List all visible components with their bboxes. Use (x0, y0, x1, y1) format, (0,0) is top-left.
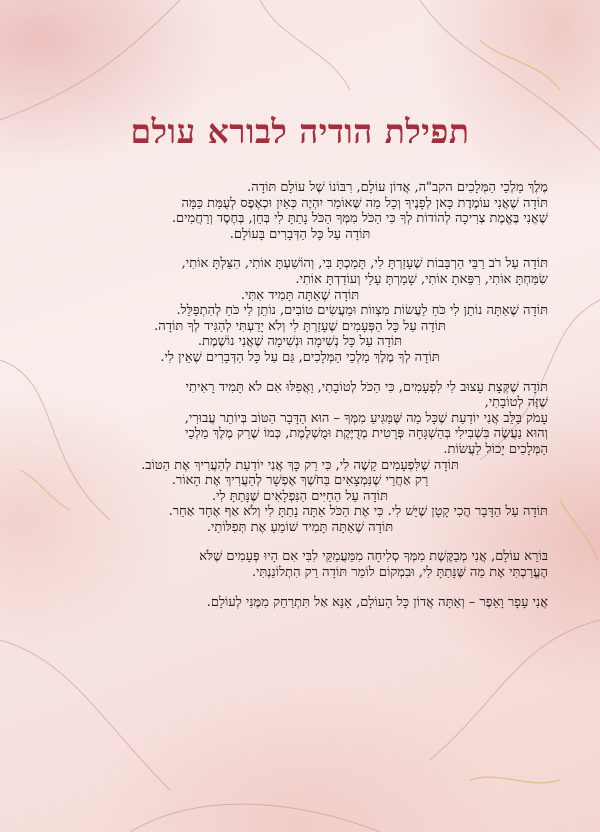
prayer-line: תּוֹדָה שֶׁאַתָּה נוֹתֵן לִי כֹּחַ לַעֲשׂוֹת מִצְווֹת וּמַעֲשִׂים טוֹבִים, נוֹתֵן לִי כֹּחַ לְהִתְפַּלֵּל. (176, 303, 548, 319)
prayer-line: שֶׁאֲנִי בֶּאֱמֶת צְרִיכָה לְהוֹדוֹת לְךָ כִּי הַכֹּל מִמְּךָ הַכֹּל נָתַתָּ לִי בְּחֵן, בְּחֶסֶד וְרַחֲמִים. (171, 211, 548, 227)
prayer-paragraph (52, 549, 548, 580)
prayer-paragraph (52, 595, 548, 611)
paragraph-gap (52, 242, 548, 256)
prayer-line: הֶעֱרַכְתִּי אֶת מַה שֶּׁנָּתַתָּ לִי, וּבִמְקוֹם לוֹמַר תּוֹדָה רַק הִתְלוֹנַנְתִּי. (251, 565, 548, 581)
prayer-line: תּוֹדָה עַל כָּל נְשִׁימָה וּנְשִׁימָה שֶׁאֲנִי נוֹשֶׁמֶת. (197, 334, 403, 350)
prayer-paragraph (52, 256, 548, 365)
prayer-line: תּוֹדָה לְךָ מֶלֶךְ מַלְכֵי הַמְּלָכִים, גַּם עַל כָּל הַדְּבָרִים שֶׁאֵין לִי. (160, 349, 440, 365)
prayer-line: מֶלֶךְ מַלְכֵי הַמְּלָכִים הקב"ה, אֲדוֹן עוֹלָם, רִבּוֹנוֹ שֶׁל עוֹלָם תּוֹדָה. (247, 180, 548, 195)
paragraph-gap (52, 581, 548, 595)
prayer-paragraph (52, 380, 548, 536)
prayer-line: תּוֹדָה שֶׁאֲנִי עוֹמֶדֶת כָּאן לְפָנֶיךָ וְכָל מַה שֶּׁאוֹמַר יִהְיֶה כְּאַיִן וּכְאֶפֶס לְעֻמַּת כַּמָּה (181, 195, 548, 211)
prayer-line: אֲנִי עָפָר וָאֵפֶר – וְאַתָּה אֲדוֹן כָּל הָעוֹלָם, אָנָּא אַל תִּתְרַחֵק מִמֶּנִּי לְעוֹלָם. (206, 594, 548, 610)
prayer-line: תּוֹדָה עַל הַדָּבָר הֲכִי קָטָן שֶׁיֵּשׁ לִי. כִּי אֶת הַכֹּל אַתָּה נָתַתָּ לִי וְלֹא אַף אֶחָד אַחֵר. (168, 504, 548, 520)
prayer-body (52, 180, 548, 610)
prayer-line: עָמֹק בַּלֵּב אֲנִי יוֹדַעַת שֶׁכָּל מַה שֶּׁמַּגִּיעַ מִמְּךָ – הוּא הַדָּבָר הַטּוֹב בְּיוֹתֵר עֲבוּרִי, (184, 410, 548, 426)
prayer-line: תּוֹדָה שֶׁאַתָּה תָּמִיד שׁוֹמֵעַ אֶת תְּפִלּוֹתַי. (206, 519, 394, 535)
prayer-line: תּוֹדָה שֶׁקְּצָת עָצוּב לִי לִפְעָמִים, כִּי הַכֹּל לְטוֹבָתִי, וַאֲפִלּוּ אִם לֹא תָּמִיד רָאִיתִי (185, 379, 548, 395)
prayer-line: וְהוּא נַעֲשֶׂה בִּשְׁבִילִי בְּהַשְׁגָּחָה פְּרָטִית מְדֻיֶּקֶת וּמֻשְׁלֶמֶת, כְּמוֹ שֶׁרַק מֶלֶךְ מַלְכֵי (185, 426, 548, 442)
paragraph-gap (52, 366, 548, 380)
prayer-line: שִׂמַּחְתָּ אוֹתִי, רִפֵּאתָ אוֹתִי, שָׁמַרְתָּ עָלַי וְעוֹדַדְתָּ אוֹתִי. (295, 271, 548, 287)
prayer-line: הַמְּלָכִים יָכוֹל לַעֲשׂוֹת. (443, 441, 548, 457)
prayer-line: תּוֹדָה עַל כָּל הַפְּעָמִים שֶׁעָזַרְתָּ לִי וְלֹא יָדַעְתִּי לְהַגִּיד לְךָ תּוֹדָה. (154, 318, 446, 334)
prayer-line: בּוֹרֵא עוֹלָם, אֲנִי מְבַקֶּשֶׁת מִמְּךָ סְלִיחָה מִמַּעֲמַקֵּי לִבִּי אִם הָיוּ פְּעָמִים שֶׁלֹּא (199, 549, 548, 565)
prayer-line: תּוֹדָה שֶׁאַתָּה תָּמִיד אִתִּי. (240, 287, 360, 303)
prayer-title: תפילת הודיה לבורא עולם (130, 112, 470, 151)
prayer-paragraph (52, 180, 548, 242)
prayer-line: תּוֹדָה שֶׁלִּפְעָמִים קָשֶׁה לִי, כִּי רַק כָּךְ אֲנִי יוֹדַעַת לְהַעֲרִיךְ אֶת הַטּוֹב. (141, 457, 459, 473)
prayer-line: שֶׁזֶּה לְטוֹבָתִי, (484, 395, 548, 411)
prayer-line: רַק אַחֲרֵי שֶׁנִּמְצָאִים בַּחֹשֶׁךְ אֶפְשָׁר לְהַעֲרִיךְ אֶת הָאוֹר. (171, 473, 429, 489)
prayer-line: תּוֹדָה עַל הַחַיִּים הַנִּפְלָאִים שֶׁנָּתַתָּ לִי. (211, 488, 388, 504)
paragraph-gap (52, 535, 548, 549)
prayer-content (52, 0, 548, 610)
prayer-line: תּוֹדָה עַל כָּל הַדְּבָרִים בָּעוֹלָם. (229, 226, 371, 242)
prayer-line: תּוֹדָה עַל רֹב רַבֵּי הַרְבָּבוֹת שֶׁעָזַרְתָּ לִי, תָּמַכְתָּ בִּי, וְהוֹשַׁעְתָּ אוֹתִי, הִצַּלְתָּ אוֹתִי, (181, 256, 548, 272)
